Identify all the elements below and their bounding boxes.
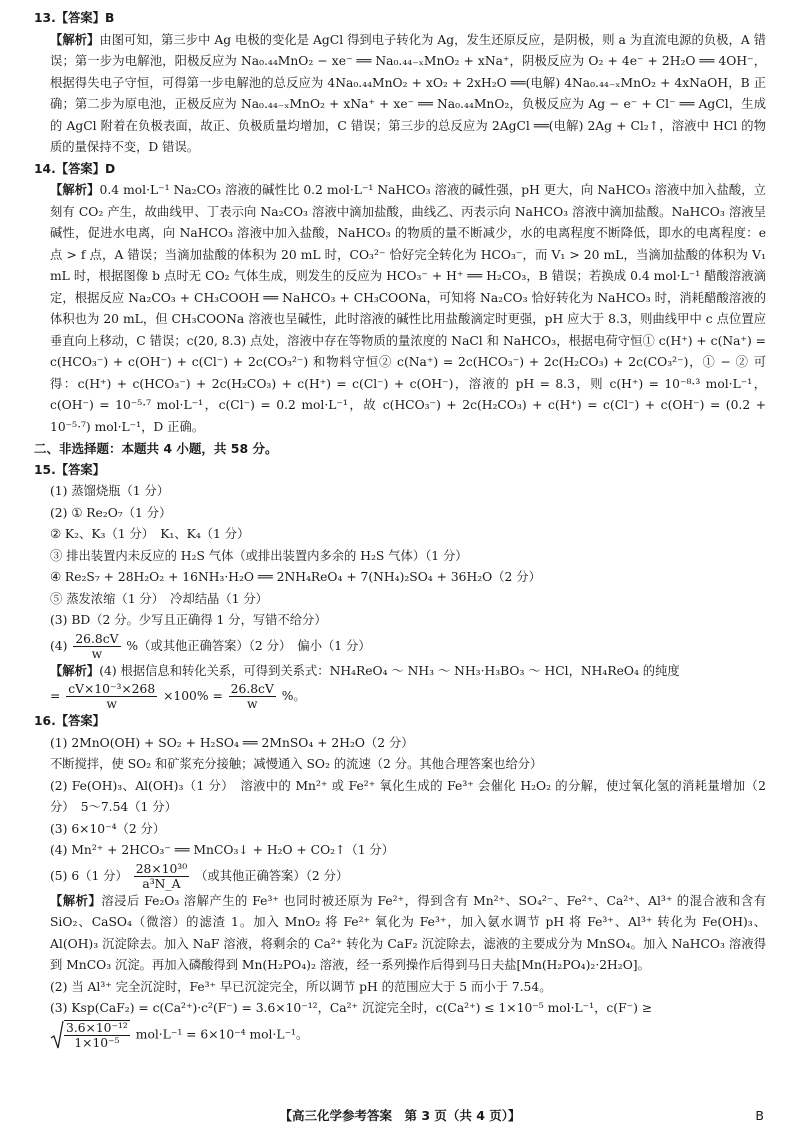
q15-line-8-prefix: (4) bbox=[50, 638, 68, 653]
fraction-numerator: 26.8cV bbox=[230, 682, 274, 696]
page-footer bbox=[0, 1105, 800, 1127]
q13-analysis-text: 由图可知，第三步中 Ag 电极的变化是 AgCl 得到电子转化为 Ag，发生还原反应，是阴极，则 a 为直流电源的负极，A 错误；第一步为电解池，阳极反应为 Na₀.₄₄MnO₂ − xe⁻ ══ Na₀.₄₄₋ₓMnO₂ + xNa⁺，阴极反应为 O₂ + 4e⁻ + 2H₂O ══ 4OH⁻，根据得失电子守恒，可得第一步电解池的总反应为 4Na₀.₄₄MnO₂ + xO₂ + 2xH₂O ══(电解) 4Na₀.₄₄₋ₓMnO₂ + 4xNaOH，B 正确；第二步为原电池，正极反应为 Na₀.₄₄₋ₓMnO₂ + xNa⁺ + xe⁻ ══ Na₀.₄₄MnO₂，负极反应为 Ag − e⁻ + Cl⁻ ══ AgCl，生成的 AgCl 附着在负极表面，故正、负极质量均增加，C 错误；第三步的总反应为 2AgCl ══(电解) 2Ag + Cl₂↑，溶液中 HCl 的物质的量保持不变，D 错误。 bbox=[50, 32, 766, 154]
q14-analysis-text: 0.4 mol·L⁻¹ Na₂CO₃ 溶液的碱性比 0.2 mol·L⁻¹ NaHCO₃ 溶液的碱性强，pH 更大，向 NaHCO₃ 溶液中加入盐酸，立刻有 CO₂ 产生，故曲线甲、丁表示向 Na₂CO₃ 溶液中滴加盐酸，曲线乙、丙表示向 NaHCO₃ 溶液中滴加盐酸。NaHCO₃ 溶液呈碱性，促进水电离，向 NaHCO₃ 溶液中加入盐酸，NaHCO₃ 的物质的量不断减少，水的电离程度不断降低，即水的电离程度：e 点 > f 点，A 错误；当滴加盐酸的体积为 20 mL 时，CO₃²⁻ 恰好完全转化为 HCO₃⁻，而 V₁ > 20 mL，当滴加盐酸的体积为 V₁ mL 时，根据图像 b 点时无 CO₂ 气体生成，则发生的反应为 HCO₃⁻ + H⁺ ══ H₂CO₃，B 错误；若换成 0.4 mol·L⁻¹ 醋酸溶液滴定，根据反应 Na₂CO₃ + CH₃COOH ══ NaHCO₃ + CH₃COONa，可知将 Na₂CO₃ 恰好转化为 NaHCO₃ 时，消耗醋酸溶液的体积也为 20 mL，但 CH₃COONa 溶液也呈碱性，此时溶液的碱性比用盐酸滴定时更强，pH 应大于 8.3，则曲线甲中 c 点位置应垂直向上移动，C 错误；c(20, 8.3) 点处，溶液中存在等物质的量浓度的 NaCl 和 NaHCO₃，根据电荷守恒① c(H⁺) + c(Na⁺) = c(HCO₃⁻) + c(OH⁻) + c(Cl⁻) + 2c(CO₃²⁻) 和物料守恒② c(Na⁺) = 2c(HCO₃⁻) + 2c(H₂CO₃) + 2c(CO₃²⁻)，① − ② 可得：c(H⁺) + c(HCO₃⁻) + 2c(H₂CO₃) + c(H⁺) = c(Cl⁻) + c(OH⁻)，溶液的 pH = 8.3，则 c(H⁺) = 10⁻⁸·³ mol·L⁻¹，c(OH⁻) = 10⁻⁵·⁷ mol·L⁻¹，c(Cl⁻) = 0.2 mol·L⁻¹，故 c(HCO₃⁻) + 2c(H₂CO₃) + c(H⁺) = c(Cl⁻) + c(OH⁻) = (0.2 + 10⁻⁵·⁷) mol·L⁻¹，D 正确。 bbox=[50, 183, 766, 434]
q14-analysis-label: 【解析】 bbox=[50, 183, 100, 197]
fraction-numerator: 26.8cV bbox=[75, 631, 119, 646]
q16-analysis-2: (2) 当 Al³⁺ 完全沉淀时，Fe³⁺ 早已沉淀完全，所以调节 pH 的范围应大于 5 而小于 7.54。 bbox=[50, 979, 552, 994]
q16-line-6-suffix: （或其他正确答案）（2 分） bbox=[195, 868, 349, 883]
q15-line-8 bbox=[34, 632, 766, 661]
q13-block bbox=[34, 8, 766, 159]
q16-line-1: (1) 2MnO(OH) + SO₂ + H₂SO₄ ══ 2MnSO₄ + 2H₂O（2 分） bbox=[50, 735, 414, 750]
q15-analysis-text: (4) 根据信息和转化关系，可得到关系式：NH₄ReO₄ ～ NH₃ ～ NH₃·H₃BO₃ ～ HCl，NH₄ReO₄ 的纯度 bbox=[99, 663, 680, 678]
fraction-numerator: 3.6×10⁻¹² bbox=[66, 1020, 128, 1035]
q15-line-4: ③ 排出装置内未反应的 H₂S 气体（或排出装置内多余的 H₂S 气体）（1 分） bbox=[50, 548, 468, 563]
q16-analysis-3: (3) Ksp(CaF₂) = c(Ca²⁺)·c²(F⁻) = 3.6×10⁻¹²，Ca²⁺ 沉淀完全时，c(Ca²⁺) ≤ 1×10⁻⁵ mol·L⁻¹，c(F⁻) ≥ bbox=[50, 1001, 653, 1015]
q15-line-7: (3) BD（2 分。少写且正确得 1 分，写错不给分） bbox=[50, 613, 327, 627]
q16-analysis-text: 溶浸后 Fe₂O₃ 溶解产生的 Fe³⁺ 也同时被还原为 Fe²⁺，得到含有 Mn²⁺、SO₄²⁻、Fe²⁺、Ca²⁺、Al³⁺ 的混合液和含有 SiO₂、CaSO₄（微溶）的滤渣 1。加入 MnO₂ 将 Fe²⁺ 氧化为 Fe³⁺，加入氨水调节 pH 将 Fe³⁺、Al³⁺ 转化为 Fe(OH)₃、Al(OH)₃ 沉淀除去。加入 NaF 溶液，将剩余的 Ca²⁺ 转化为 CaF₂ 沉淀除去，滤液的主要成分为 MnSO₄。加入 NaHCO₃ 溶液得到 MnCO₃ 沉淀。再加入磷酸得到 Mn(H₂PO₄)₂ 溶液，经一系列操作后得到马日夫盐[Mn(H₂PO₄)₂·2H₂O]。 bbox=[50, 893, 766, 972]
q15-derivation-fraction-2 bbox=[229, 682, 276, 711]
fraction-denominator: w bbox=[106, 697, 117, 711]
q15-line-8-suffix: %（或其他正确答案）（2 分） 偏小（1 分） bbox=[126, 638, 371, 653]
q15-line-1: (1) 蒸馏烧瓶（1 分） bbox=[50, 484, 170, 498]
footer-text: 【高三化学参考答案 第 3 页（共 4 页）】 bbox=[279, 1107, 521, 1123]
q15-line-6: ⑤ 蒸发浓缩（1 分） 冷却结晶（1 分） bbox=[50, 591, 268, 606]
q15-analysis-1 bbox=[34, 661, 766, 683]
q15-derivation-mid: ×100% = bbox=[163, 689, 223, 703]
fraction-denominator: a³N_A bbox=[142, 876, 181, 891]
q15-derivation-fraction-1 bbox=[66, 682, 157, 711]
q16-analysis-1 bbox=[34, 891, 766, 977]
equals-sign: = bbox=[50, 689, 61, 703]
q15-line-5: ④ Re₂S₇ + 28H₂O₂ + 16NH₃·H₂O ══ 2NH₄ReO₄ + 7(NH₄)₂SO₄ + 36H₂O（2 分） bbox=[50, 570, 541, 584]
q16-line-2: 不断搅拌，使 SO₂ 和矿浆充分接触；减慢通入 SO₂ 的流速（2 分。其他合理答案也给分） bbox=[50, 757, 543, 771]
square-root-icon bbox=[50, 1020, 64, 1050]
fraction-numerator: 28×10³⁰ bbox=[135, 861, 188, 876]
fraction-denominator: w bbox=[91, 646, 103, 661]
fraction-numerator: cV×10⁻³×268 bbox=[68, 682, 156, 696]
q16-density-fraction bbox=[134, 862, 189, 891]
q15-analysis-label: 【解析】 bbox=[50, 663, 100, 678]
q15-purity-fraction bbox=[73, 632, 120, 661]
q14-analysis bbox=[34, 180, 766, 438]
q16-analysis-4 bbox=[34, 1020, 766, 1050]
section-heading: 二、非选择题：本题共 4 小题，共 58 分。 bbox=[34, 441, 278, 456]
q13-analysis bbox=[34, 30, 766, 159]
q15-derivation-suffix: %。 bbox=[281, 689, 306, 703]
q16-analysis-4-suffix: mol·L⁻¹ = 6×10⁻⁴ mol·L⁻¹。 bbox=[135, 1027, 309, 1041]
q15-line-2: (2) ① Re₂O₇（1 分） bbox=[50, 505, 172, 520]
q16-sqrt-fraction bbox=[64, 1020, 130, 1050]
q16-block bbox=[34, 711, 766, 1050]
q14-answer: 14.【答案】D bbox=[34, 161, 116, 176]
q16-line-3: (2) Fe(OH)₃、Al(OH)₃（1 分） 溶液中的 Mn²⁺ 或 Fe²⁺ 氧化生成的 Fe³⁺ 会催化 H₂O₂ 的分解，使过氧化氢的消耗量增加（2 分） 5～7.54（1 分） bbox=[50, 778, 766, 814]
q16-line-5: (4) Mn²⁺ + 2HCO₃⁻ ══ MnCO₃↓ + H₂O + CO₂↑（1 分） bbox=[50, 843, 395, 857]
fraction-denominator: w bbox=[246, 697, 258, 711]
q14-block bbox=[34, 159, 766, 439]
q13-answer: 13.【答案】B bbox=[34, 11, 115, 25]
q15-analysis-2 bbox=[34, 682, 766, 711]
q16-line-6-prefix: (5) 6（1 分） bbox=[50, 868, 128, 883]
q16-answer: 16.【答案】 bbox=[34, 714, 105, 728]
q15-line-3: ② K₂、K₃（1 分） K₁、K₄（1 分） bbox=[50, 527, 250, 541]
q15-answer: 15.【答案】 bbox=[34, 462, 105, 477]
q16-line-4: (3) 6×10⁻⁴（2 分） bbox=[50, 821, 166, 836]
q16-line-6 bbox=[34, 862, 766, 891]
q13-analysis-label: 【解析】 bbox=[50, 32, 100, 47]
fraction-denominator: 1×10⁻⁵ bbox=[74, 1035, 120, 1050]
q16-analysis-label: 【解析】 bbox=[50, 893, 102, 908]
footer-version-letter: B bbox=[755, 1107, 764, 1123]
q15-block bbox=[34, 460, 766, 712]
